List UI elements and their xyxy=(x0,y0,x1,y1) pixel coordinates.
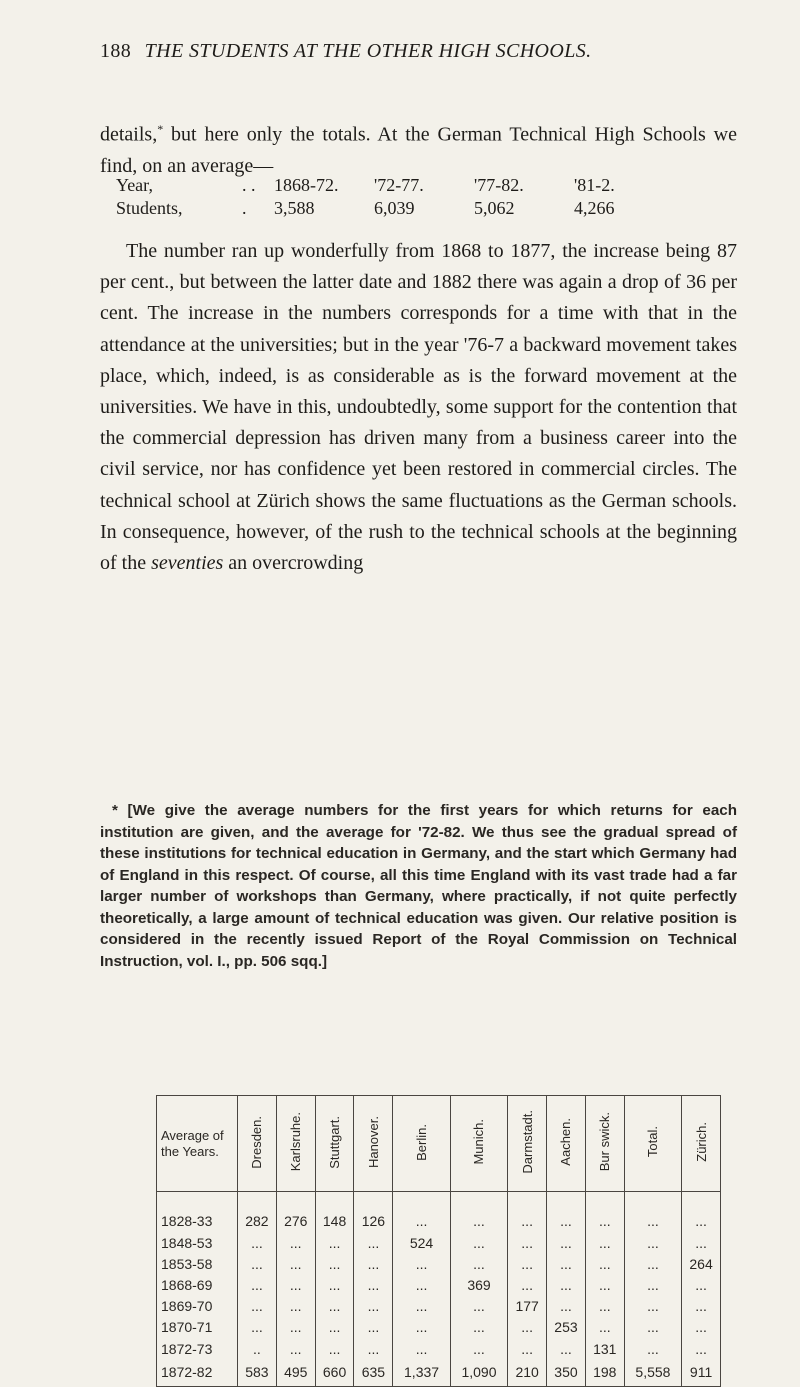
table-cell: ... xyxy=(585,1251,624,1272)
table-cell: ... xyxy=(354,1293,393,1314)
table-row xyxy=(157,1272,721,1293)
table-cell: ... xyxy=(315,1272,354,1293)
table-cell: ... xyxy=(450,1314,507,1335)
year-cell: 1828-33 xyxy=(157,1192,238,1230)
column-header xyxy=(547,1096,586,1192)
footnote xyxy=(100,800,737,972)
table-row xyxy=(157,1314,721,1335)
table-cell: 177 xyxy=(508,1293,547,1314)
table-cell: ... xyxy=(354,1251,393,1272)
table-body xyxy=(157,1192,721,1387)
table-cell: ... xyxy=(682,1192,721,1230)
table-cell: ... xyxy=(276,1293,315,1314)
table-cell: ... xyxy=(276,1229,315,1250)
table-cell: ... xyxy=(624,1229,681,1250)
average-students-row xyxy=(116,197,676,220)
year-cell: '77-82. xyxy=(474,175,524,195)
table-header-row xyxy=(157,1096,721,1192)
page-header xyxy=(100,40,740,63)
table-cell: ... xyxy=(238,1229,277,1250)
table-cell: ... xyxy=(682,1293,721,1314)
year-cell: '81-2. xyxy=(574,175,615,195)
column-header-label: Aachen. xyxy=(558,1118,574,1166)
table-cell: 253 xyxy=(547,1314,586,1335)
table-cell: ... xyxy=(508,1251,547,1272)
technical-schools-table xyxy=(156,1095,721,1387)
column-header-label: Berlin. xyxy=(414,1123,430,1161)
table-cell: ... xyxy=(450,1335,507,1356)
year-cell: 1872-73 xyxy=(157,1335,238,1356)
table-cell: ... xyxy=(508,1314,547,1335)
column-header-label: Zürich. xyxy=(693,1122,709,1162)
table-cell: ... xyxy=(393,1335,450,1356)
row-header: Average of the Years. xyxy=(157,1096,238,1192)
table-cell: ... xyxy=(238,1251,277,1272)
table-cell: ... xyxy=(354,1335,393,1356)
column-header-label: Stuttgart. xyxy=(327,1115,343,1169)
column-header-label: Total. xyxy=(645,1126,661,1158)
table-row xyxy=(157,1229,721,1250)
table-cell: ... xyxy=(585,1192,624,1230)
table-cell: ... xyxy=(238,1272,277,1293)
table-row xyxy=(157,1251,721,1272)
table-cell: 264 xyxy=(682,1251,721,1272)
column-header-label: Karlsruhe. xyxy=(288,1112,304,1172)
table-cell: 495 xyxy=(276,1357,315,1387)
page-number: 188 xyxy=(100,40,132,62)
table-cell: ... xyxy=(238,1293,277,1314)
year-cell: '72-77. xyxy=(374,175,424,195)
table-cell: 282 xyxy=(238,1192,277,1230)
table-cell: ... xyxy=(393,1272,450,1293)
table-cell: ... xyxy=(585,1293,624,1314)
table-cell: ... xyxy=(393,1293,450,1314)
table-cell: ... xyxy=(393,1314,450,1335)
table-cell: ... xyxy=(547,1251,586,1272)
table-cell: ... xyxy=(585,1229,624,1250)
table-cell: ... xyxy=(276,1314,315,1335)
table-row xyxy=(157,1192,721,1230)
year-dots: . . xyxy=(242,175,256,195)
year-cell: 1869-70 xyxy=(157,1293,238,1314)
year-cell: 1848-53 xyxy=(157,1229,238,1250)
table-cell: ... xyxy=(585,1314,624,1335)
table-cell: ... xyxy=(393,1192,450,1230)
intro-paragraph xyxy=(100,114,737,182)
table-cell: ... xyxy=(276,1251,315,1272)
table-cell: 635 xyxy=(354,1357,393,1387)
table-cell: ... xyxy=(315,1251,354,1272)
table-cell: ... xyxy=(682,1314,721,1335)
table-cell: ... xyxy=(315,1293,354,1314)
average-students-table xyxy=(116,174,676,220)
table-cell: 126 xyxy=(354,1192,393,1230)
table-cell: ... xyxy=(682,1335,721,1356)
table-cell: 350 xyxy=(547,1357,586,1387)
table-row xyxy=(157,1335,721,1356)
column-header xyxy=(508,1096,547,1192)
table-cell: 524 xyxy=(393,1229,450,1250)
table-cell: ... xyxy=(354,1314,393,1335)
table-row xyxy=(157,1357,721,1387)
table-cell: ... xyxy=(354,1272,393,1293)
table-cell: ... xyxy=(682,1229,721,1250)
intro-text-start: details, xyxy=(100,123,158,146)
column-header-label: Munich. xyxy=(471,1119,487,1165)
table-cell: ... xyxy=(624,1251,681,1272)
table-cell: ... xyxy=(508,1335,547,1356)
table-cell: ... xyxy=(315,1335,354,1356)
table-cell: ... xyxy=(238,1314,277,1335)
intro-text xyxy=(100,114,737,182)
column-header xyxy=(393,1096,450,1192)
table-cell: 369 xyxy=(450,1272,507,1293)
table-cell: ... xyxy=(547,1293,586,1314)
table-cell: ... xyxy=(624,1314,681,1335)
year-cell: 1868-69 xyxy=(157,1272,238,1293)
table-cell: ... xyxy=(393,1251,450,1272)
average-years-row xyxy=(116,174,676,197)
table-cell: ... xyxy=(276,1335,315,1356)
column-header-label: Dresden. xyxy=(249,1115,265,1169)
table-cell: ... xyxy=(547,1272,586,1293)
table-cell: ... xyxy=(508,1229,547,1250)
footnote-text: * [We give the average numbers for the first years for which returns for each institution are given, and the average for '72-82. We thus see the gradual spread of these institutions for technical education in Germany, and the start which Germany had of England in this respect. Of course, all this time England with its vast trade had a far larger number of workshops than Germany, where practically, if not quite perfectly theoretically, a large amount of technical education was given. Our relative position is considered in the recently issued Report of the Royal Commission on Technical Instruction, vol. I., pp. 506 sqq.] xyxy=(100,802,737,970)
table-cell: 148 xyxy=(315,1192,354,1230)
students-cell: 4,266 xyxy=(574,198,615,218)
year-cell: 1870-71 xyxy=(157,1314,238,1335)
column-header xyxy=(585,1096,624,1192)
table-row xyxy=(157,1293,721,1314)
main-text-end: an overcrowding xyxy=(223,552,364,575)
column-header xyxy=(276,1096,315,1192)
table-cell: ... xyxy=(315,1229,354,1250)
students-cell: 6,039 xyxy=(374,198,415,218)
column-header-label: Hanover. xyxy=(365,1115,381,1169)
table-cell: ... xyxy=(547,1335,586,1356)
column-header xyxy=(238,1096,277,1192)
students-dots: . xyxy=(242,198,247,218)
table-cell: ... xyxy=(547,1192,586,1230)
column-header xyxy=(315,1096,354,1192)
year-cell: 1853-58 xyxy=(157,1251,238,1272)
table-cell: 1,337 xyxy=(393,1357,450,1387)
column-header-label: Bur swick. xyxy=(597,1112,613,1172)
table-cell: ... xyxy=(508,1272,547,1293)
table-cell: 5,558 xyxy=(624,1357,681,1387)
main-paragraph xyxy=(100,236,737,579)
table-cell: ... xyxy=(450,1229,507,1250)
footnote-mark: * xyxy=(157,122,164,136)
table-cell: ... xyxy=(354,1229,393,1250)
table-cell: 583 xyxy=(238,1357,277,1387)
table-cell: 911 xyxy=(682,1357,721,1387)
table-cell: ... xyxy=(624,1192,681,1230)
table-cell: ... xyxy=(276,1272,315,1293)
table-cell: ... xyxy=(624,1272,681,1293)
main-text-start: The number ran up wonderfully from 1868 to 1877, the increase being 87 per cent., but between the latter date and 1882 there was again a drop of 36 per cent. The increase in the numbers corresponds for a time with that in the attendance at the universities; but in the year '76-7 a backward movement takes place, which, indeed, is as considerable as is the forward movement at the universities. We have in this, undoubtedly, some support for the contention that the commercial depression has driven many from a business career into the civil service, nor has confidence yet been restored in commercial circles. The technical school at Zürich shows the same fluctuations as the German schools. In consequence, however, of the rush to the technical schools at the beginning of the xyxy=(100,240,737,575)
year-label: Year, xyxy=(116,175,153,195)
running-title: THE STUDENTS AT THE OTHER HIGH SCHOOLS. xyxy=(144,40,592,62)
column-header-label: Darmstadt. xyxy=(519,1110,535,1174)
table-cell: ... xyxy=(682,1272,721,1293)
column-header xyxy=(624,1096,681,1192)
students-label: Students, xyxy=(116,198,183,218)
table-cell: ... xyxy=(450,1192,507,1230)
table-cell: ... xyxy=(624,1335,681,1356)
table-cell: ... xyxy=(450,1293,507,1314)
table-cell: 198 xyxy=(585,1357,624,1387)
students-cell: 3,588 xyxy=(274,198,315,218)
intro-text-end: but here only the totals. At the German Technical High Schools we find, on an average— xyxy=(100,123,737,177)
table-cell: ... xyxy=(585,1272,624,1293)
table-cell: 660 xyxy=(315,1357,354,1387)
students-cell: 5,062 xyxy=(474,198,515,218)
emphasis-seventies: seventies xyxy=(151,552,224,575)
year-cell: 1872-82 xyxy=(157,1357,238,1387)
table-cell: ... xyxy=(624,1293,681,1314)
year-cell: 1868-72. xyxy=(274,175,339,195)
table-cell: 276 xyxy=(276,1192,315,1230)
table-cell: ... xyxy=(450,1251,507,1272)
column-header xyxy=(450,1096,507,1192)
table-cell: 210 xyxy=(508,1357,547,1387)
table-cell: ... xyxy=(547,1229,586,1250)
table-cell: ... xyxy=(508,1192,547,1230)
table-cell: .. xyxy=(238,1335,277,1356)
column-header xyxy=(354,1096,393,1192)
table-cell: 131 xyxy=(585,1335,624,1356)
main-text xyxy=(100,236,737,579)
column-header xyxy=(682,1096,721,1192)
table-cell: ... xyxy=(315,1314,354,1335)
table-cell: 1,090 xyxy=(450,1357,507,1387)
